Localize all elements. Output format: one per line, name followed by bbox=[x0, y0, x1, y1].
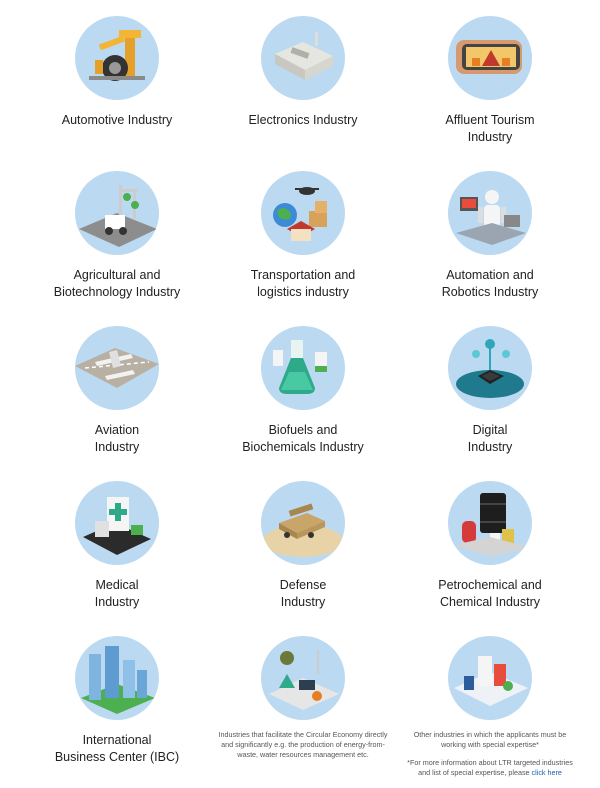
agri-machine-icon bbox=[75, 171, 159, 255]
click-here-link[interactable]: click here bbox=[531, 768, 562, 777]
industry-transportation-logistics[interactable] bbox=[203, 171, 403, 301]
industry-label: Transportation and logistics industry bbox=[250, 268, 356, 299]
drone-globe-icon bbox=[261, 171, 345, 255]
industry-circular-economy[interactable] bbox=[203, 636, 403, 760]
industry-label: Agricultural and Biotechnology Industry bbox=[53, 268, 181, 299]
military-truck-icon bbox=[261, 481, 345, 565]
industry-label: Electronics Industry bbox=[248, 113, 358, 127]
phone-temple-icon bbox=[448, 16, 532, 100]
microchip-icon bbox=[448, 326, 532, 410]
industry-automotive[interactable] bbox=[17, 16, 217, 129]
other-industries-description: Other industries in which the applicants must be working with special expertise* bbox=[413, 730, 567, 749]
flask-icon bbox=[261, 326, 345, 410]
footnote bbox=[395, 758, 585, 778]
industry-label: Digital Industry bbox=[467, 423, 513, 454]
industry-biofuels-biochemicals[interactable] bbox=[203, 326, 403, 456]
industry-other[interactable] bbox=[390, 636, 590, 778]
industry-label: Aviation Industry bbox=[94, 423, 140, 454]
industry-electronics[interactable] bbox=[203, 16, 403, 129]
industry-petrochemical-chemical[interactable] bbox=[390, 481, 590, 611]
industry-agricultural-biotech[interactable] bbox=[17, 171, 217, 301]
industry-ibc[interactable] bbox=[17, 636, 217, 766]
industry-defense[interactable] bbox=[203, 481, 403, 611]
industry-affluent-tourism[interactable] bbox=[390, 16, 590, 146]
oil-barrel-icon bbox=[448, 481, 532, 565]
industry-label: Defense Industry bbox=[279, 578, 327, 609]
industry-medical[interactable] bbox=[17, 481, 217, 611]
industry-label: Automotive Industry bbox=[61, 113, 173, 127]
industry-label: Medical Industry bbox=[94, 578, 140, 609]
industry-label: Affluent Tourism Industry bbox=[445, 113, 535, 144]
robot-arm-car-icon bbox=[75, 16, 159, 100]
industry-digital[interactable] bbox=[390, 326, 590, 456]
circular-economy-description: Industries that facilitate the Circular Economy directly and significantly e.g. the production of energy-from- waste, water resources management etc. bbox=[218, 730, 388, 759]
humanoid-robot-icon bbox=[448, 171, 532, 255]
airplane-runway-icon bbox=[75, 326, 159, 410]
industry-aviation[interactable] bbox=[17, 326, 217, 456]
industry-label: Automation and Robotics Industry bbox=[441, 268, 539, 299]
medical-kit-icon bbox=[75, 481, 159, 565]
recycle-icon bbox=[261, 636, 345, 720]
industry-label: Petrochemical and Chemical Industry bbox=[438, 578, 542, 609]
skyscrapers-icon bbox=[75, 636, 159, 720]
industry-label: International Business Center (IBC) bbox=[54, 733, 180, 764]
isometric-city-icon bbox=[448, 636, 532, 720]
footnote-text: *For more information about LTR targeted industries and list of special expertise, please bbox=[407, 758, 573, 777]
circuit-device-icon bbox=[261, 16, 345, 100]
industry-automation-robotics[interactable] bbox=[390, 171, 590, 301]
industry-label: Biofuels and Biochemicals Industry bbox=[242, 423, 364, 454]
